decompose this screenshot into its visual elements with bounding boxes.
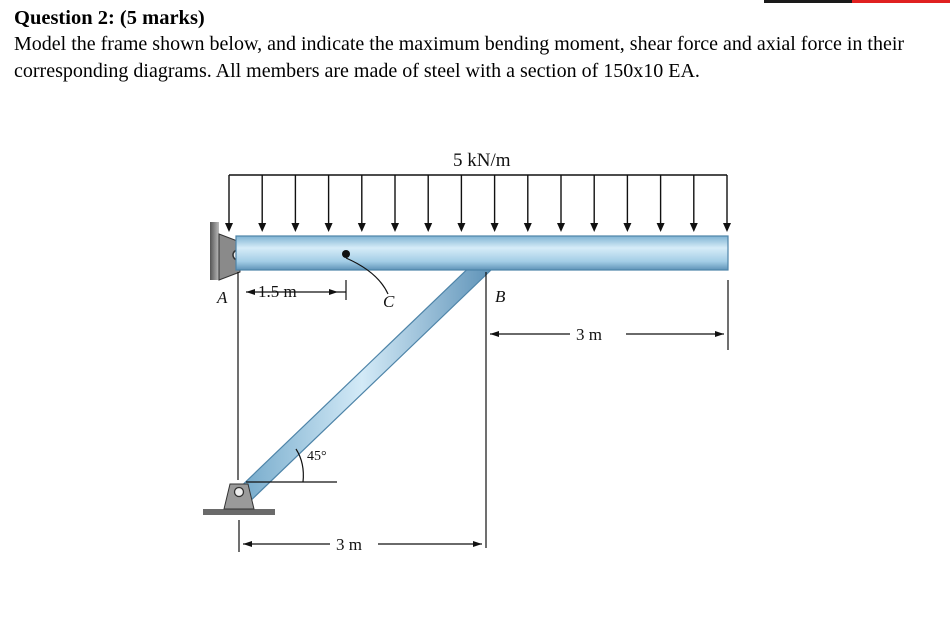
load-arrow <box>258 175 266 232</box>
load-arrow <box>690 175 698 232</box>
load-arrow <box>225 175 233 232</box>
load-arrow <box>657 175 665 232</box>
ground-base <box>203 509 275 515</box>
question-body: Model the frame shown below, and indicate the maximum bending moment, shear force and axial force in their corresponding diagrams. All members are made of steel with a section of 150x10 EA. <box>14 33 905 82</box>
load-arrow <box>623 175 631 232</box>
load-arrow <box>325 175 333 232</box>
distributed-load <box>225 175 731 232</box>
load-arrow <box>291 175 299 232</box>
dim-1-5-label: 1.5 m <box>258 282 297 301</box>
angle-label: 45° <box>307 449 327 464</box>
point-b-label: B <box>495 287 506 306</box>
dim-3m-bottom-label: 3 m <box>336 535 362 554</box>
load-arrow <box>457 175 465 232</box>
load-arrow <box>723 175 731 232</box>
pin-ground-icon <box>235 488 244 497</box>
wall-plate <box>210 222 219 280</box>
load-arrow <box>590 175 598 232</box>
load-arrow <box>524 175 532 232</box>
load-arrow <box>424 175 432 232</box>
question-title: Question 2: (5 marks) <box>14 7 205 29</box>
load-arrow <box>557 175 565 232</box>
load-label: 5 kN/m <box>453 150 511 171</box>
dim-3m-right-label: 3 m <box>576 325 602 344</box>
beam-member <box>236 236 728 270</box>
load-arrow <box>358 175 366 232</box>
load-arrows <box>225 175 731 232</box>
dimension-lines <box>238 272 728 552</box>
point-a-label: A <box>217 288 228 307</box>
load-arrow <box>491 175 499 232</box>
point-c-label: C <box>383 292 395 311</box>
point-c-dot <box>342 250 350 258</box>
ground-support <box>203 484 275 515</box>
load-arrow <box>391 175 399 232</box>
